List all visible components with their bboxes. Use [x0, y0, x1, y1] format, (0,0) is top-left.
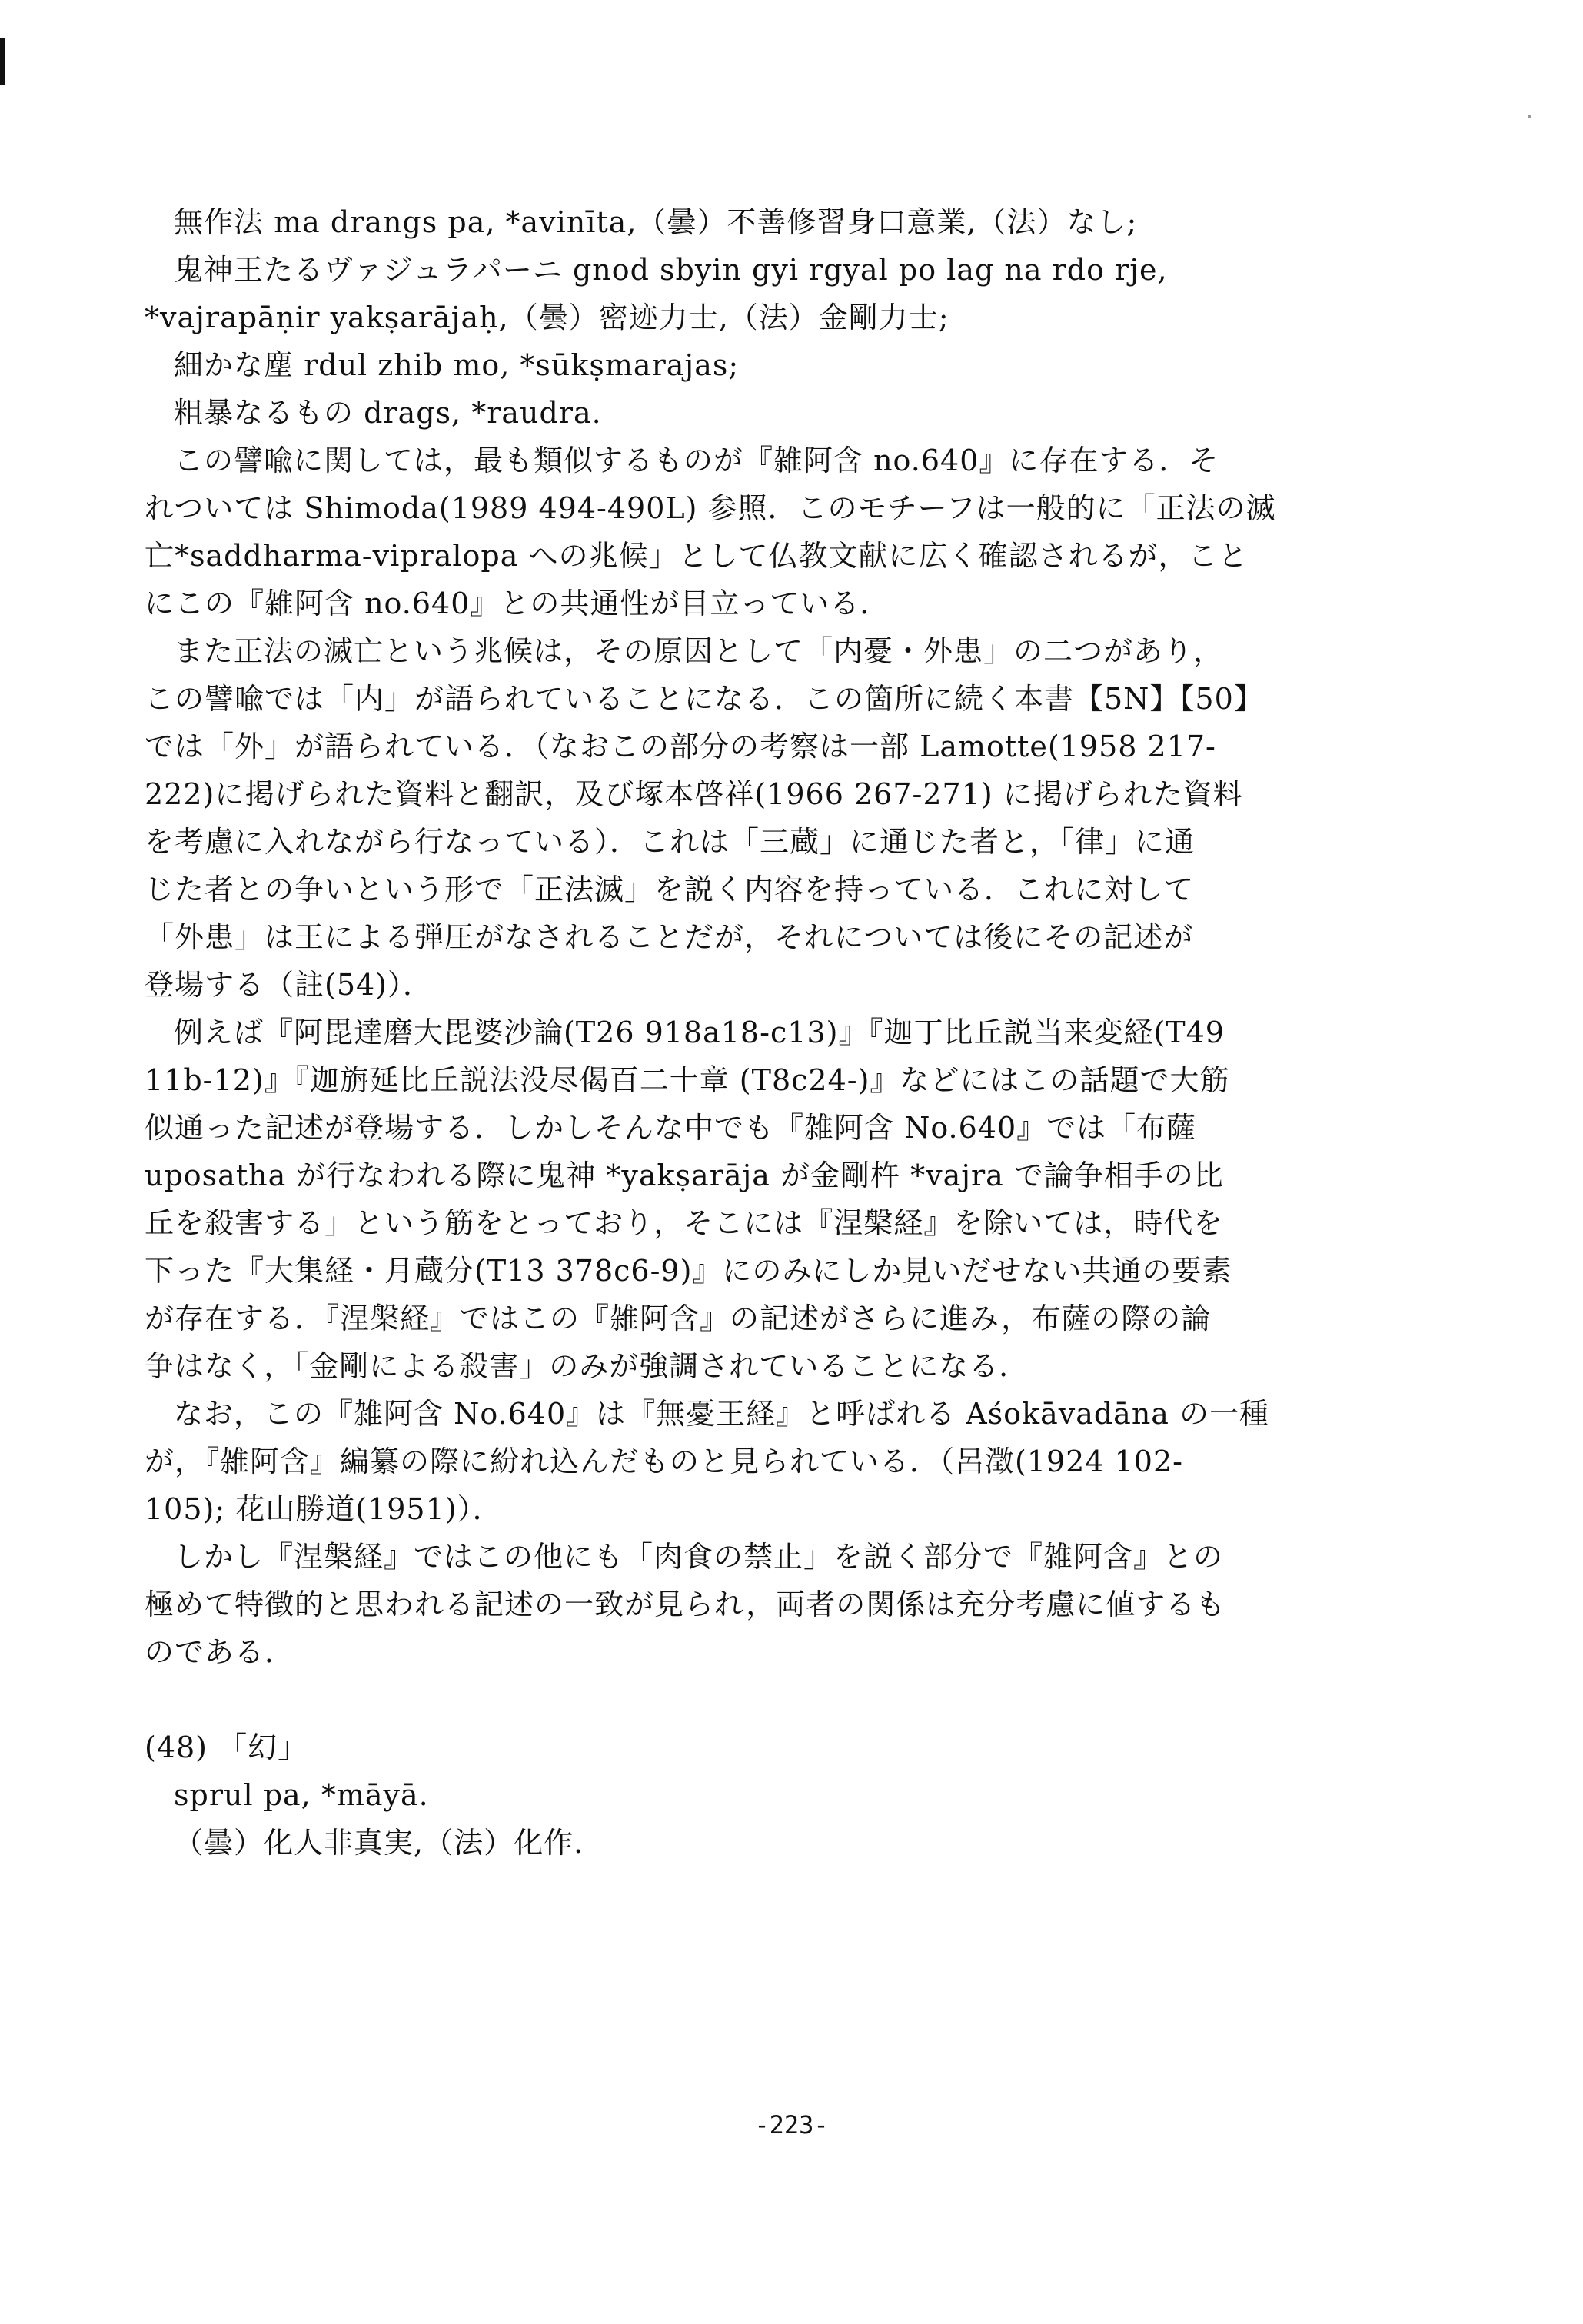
- text-line: 亡*saddharma-vipralopa への兆候」として仏教文献に広く確認されるが，こと: [145, 539, 1249, 573]
- text-line: 222)に掲げられた資料と翻訳，及び塚本啓祥(1966 267-271) に掲げられた資料: [145, 777, 1243, 811]
- text-line: れついては Shimoda(1989 494-490L) 参照．このモチーフは一般的に「正法の滅: [145, 491, 1276, 525]
- glossary-line: *vajrapāṇir yakṣarājaḥ,（曇）密迹力士,（法）金剛力士;: [145, 301, 949, 334]
- text-line: では「外」が語られている．（なおこの部分の考察は一部 Lamotte(1958 217-: [145, 730, 1216, 763]
- text-line: 似通った記述が登場する．しかしそんな中でも『雑阿含 No.640』では「布薩: [145, 1111, 1197, 1145]
- text-line: なお，この『雑阿含 No.640』は『無憂王経』と呼ばれる Aśokāvadāna の一種: [174, 1397, 1270, 1431]
- glossary-block: [145, 198, 1344, 437]
- text-line: また正法の滅亡という兆候は，その原因として「内憂・外患」の二つがあり，: [174, 634, 1224, 668]
- paragraph: [145, 1390, 1344, 1533]
- paragraph: [145, 437, 1344, 627]
- text-line: この譬喩では「内」が語られていることになる．この箇所に続く本書【5N】【50】: [145, 682, 1264, 716]
- glossary-line: 鬼神王たるヴァジュラパーニ gnod sbyin gyi rgyal po lag na rdo rje,: [174, 253, 1168, 287]
- text-line: にこの『雑阿含 no.640』との共通性が目立っている．: [145, 587, 890, 620]
- text-line: 登場する（註(54)）．: [145, 968, 434, 1002]
- glossary-line: 無作法 ma drangs pa, *avinīta,（曇）不善修習身口意業,（法）なし;: [174, 205, 1138, 239]
- text-line: 例えば『阿毘達磨大毘婆沙論(T26 918a18-c13)』『迦丁比丘説当来変経(T49: [174, 1016, 1225, 1049]
- scan-speck: [1528, 115, 1531, 118]
- text-line: 極めて特徴的と思われる記述の一致が見られ，両者の関係は充分考慮に値するも: [145, 1588, 1226, 1621]
- section-gap: [145, 1676, 1344, 1724]
- paragraph: [145, 1533, 1344, 1676]
- text-line: のである．: [145, 1635, 295, 1669]
- text-line: が，『雑阿含』編纂の際に紛れ込んだものと見られている．（呂澂(1924 102-: [145, 1445, 1183, 1478]
- text-line: この譬喩に関しては，最も類似するものが『雑阿含 no.640』に存在する．そ: [174, 444, 1219, 477]
- text-line: じた者との争いという形で「正法滅」を説く内容を持っている．これに対して: [145, 873, 1195, 906]
- text-line: が存在する．『涅槃経』ではこの『雑阿含』の記述がさらに進み，布薩の際の論: [145, 1302, 1212, 1335]
- note-line: （曇）化人非真実,（法）化作.: [174, 1826, 584, 1860]
- paragraph: [145, 1009, 1344, 1390]
- scan-edge-mark: [0, 38, 5, 85]
- text-line: 11b-12)』『迦旃延比丘説法没尽偈百二十章 (T8c24-)』などにはこの話題で大筋: [145, 1063, 1230, 1097]
- text-line: 「外患」は王による弾圧がなされることだが，それについては後にその記述が: [145, 920, 1194, 954]
- glossary-line: 粗暴なるもの drags, *raudra.: [174, 396, 602, 430]
- note-heading: (48) 「幻」: [145, 1731, 308, 1764]
- text-line: 105); 花山勝道(1951)）．: [145, 1492, 503, 1526]
- text-line: 争はなく，「金剛による殺害」のみが強調されていることになる．: [145, 1349, 1029, 1383]
- document-page: [145, 198, 1344, 1867]
- text-line: uposatha が行なわれる際に鬼神 *yakṣarāja が金剛杵 *vajra で論争相手の比: [145, 1159, 1224, 1192]
- text-line: 丘を殺害する」という筋をとっており，そこには『涅槃経』を除いては，時代を: [145, 1206, 1224, 1240]
- note-line: sprul pa, *māyā.: [174, 1778, 429, 1812]
- note-48: [145, 1724, 1344, 1867]
- paragraph: [145, 627, 1344, 1009]
- text-line: を考慮に入れながら行なっている）．これは「三蔵」に通じた者と，「律」に通: [145, 825, 1196, 859]
- text-line: しかし『涅槃経』ではこの他にも「肉食の禁止」を説く部分で『雑阿含』との: [174, 1540, 1224, 1574]
- page-number: -223-: [754, 2110, 829, 2139]
- text-line: 下った『大集経・月蔵分(T13 378c6-9)』にのみにしか見いだせない共通の要素: [145, 1254, 1232, 1288]
- glossary-line: 細かな塵 rdul zhib mo, *sūkṣmarajas;: [174, 348, 740, 382]
